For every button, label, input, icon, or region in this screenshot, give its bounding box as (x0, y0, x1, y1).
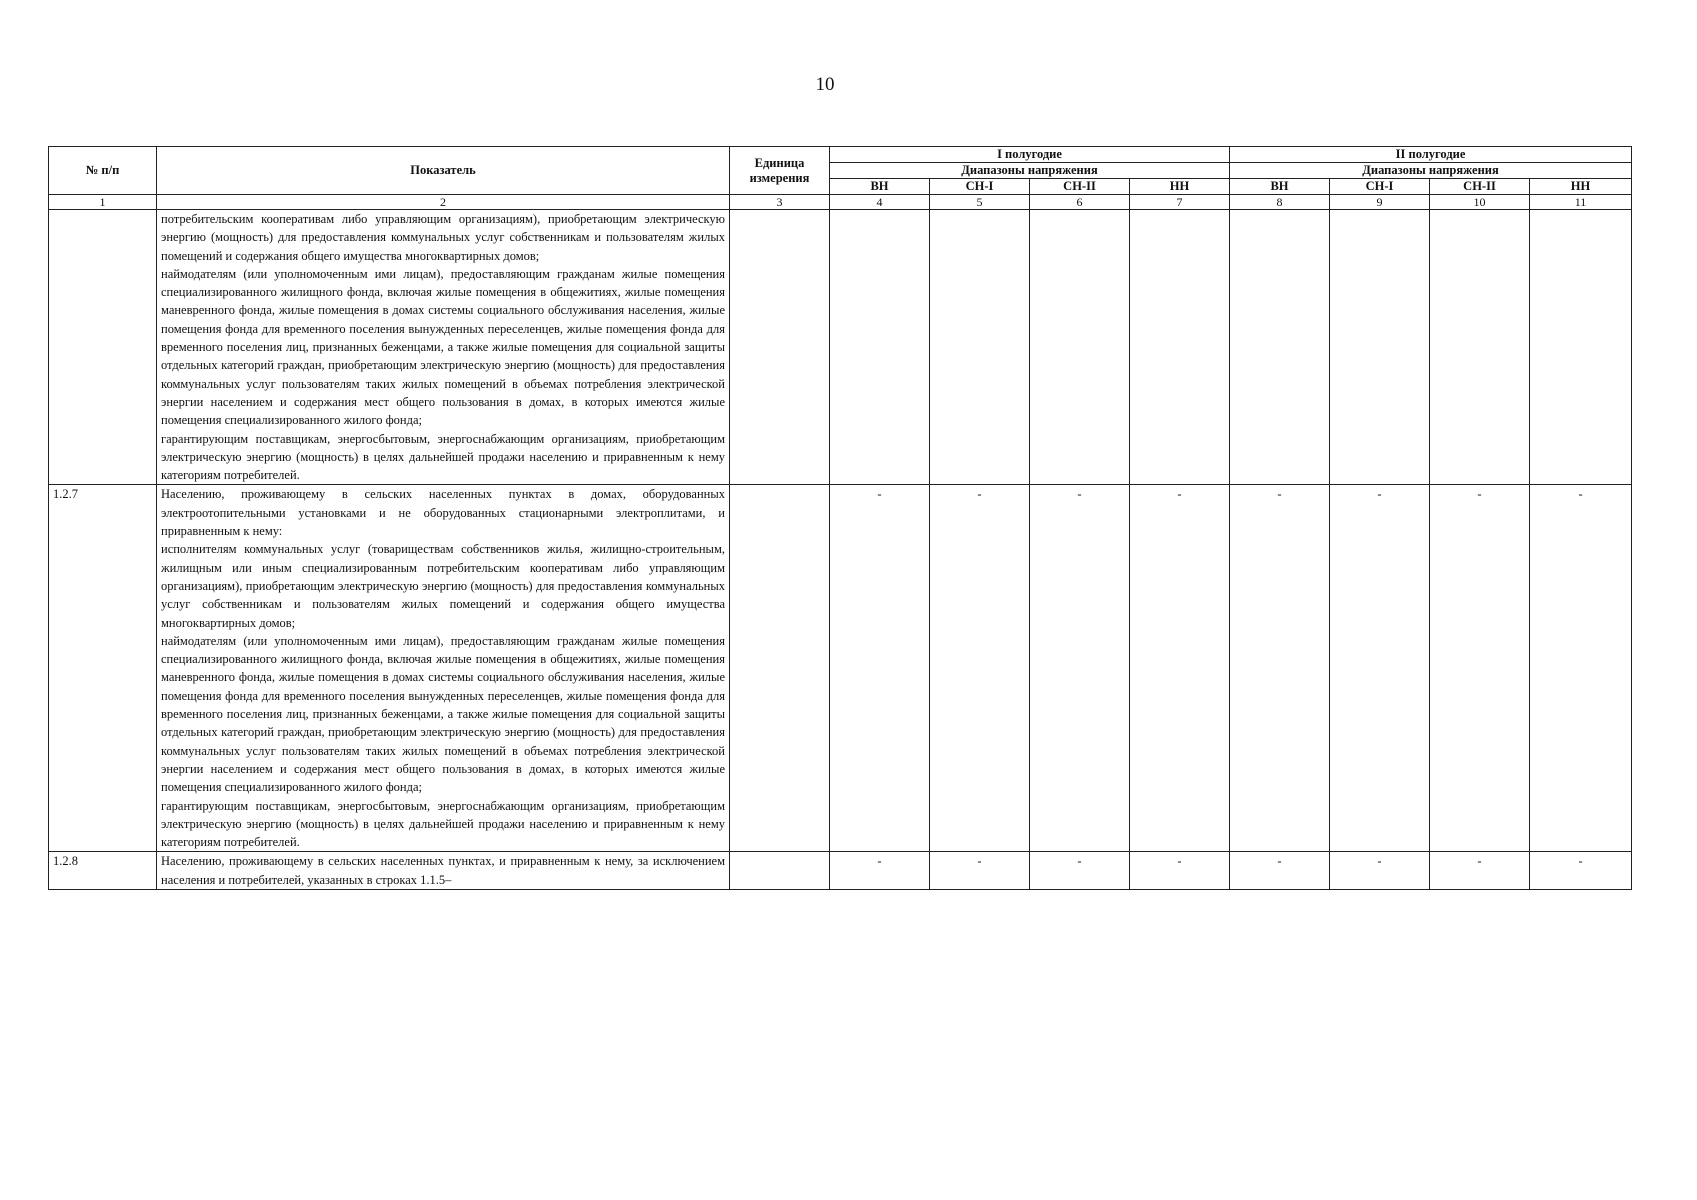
header-no: № п/п (49, 147, 157, 195)
header-voltage-ranges-2: Диапазоны напряжения (1230, 163, 1632, 179)
column-number: 11 (1530, 195, 1632, 210)
tariff-value-cell: - (1030, 852, 1130, 890)
header-voltage-nn-2: НН (1530, 179, 1632, 195)
table-header (49, 147, 1632, 210)
table-row (49, 852, 1632, 890)
row-number (49, 210, 157, 485)
tariff-value-cell (1030, 210, 1130, 485)
column-number: 8 (1230, 195, 1330, 210)
header-half1: I полугодие (830, 147, 1230, 163)
table-body (49, 210, 1632, 890)
row-unit (730, 852, 830, 890)
tariff-value-cell: - (930, 485, 1030, 852)
column-number: 2 (157, 195, 730, 210)
tariff-value-cell: - (1230, 852, 1330, 890)
column-number: 9 (1330, 195, 1430, 210)
header-voltage-sn1-2: СН-I (1330, 179, 1430, 195)
tariff-value-cell: - (830, 852, 930, 890)
row-unit (730, 485, 830, 852)
header-unit-line1: Единица (754, 155, 805, 170)
column-numbers-row (49, 195, 1632, 210)
column-number: 6 (1030, 195, 1130, 210)
tariff-value-cell (1130, 210, 1230, 485)
row-number: 1.2.8 (49, 852, 157, 890)
tariff-value-cell: - (1030, 485, 1130, 852)
table-row (49, 485, 1632, 852)
indicator-paragraph: потребительским кооперативам либо управляющим организациям), приобретающим электрическую энергию (мощность) для предоставления коммунальных услуг собственникам и пользователям жилых помещений и содержания общего имущества многоквартирных домов; (161, 212, 725, 263)
column-number: 7 (1130, 195, 1230, 210)
page-number: 10 (815, 74, 835, 95)
tariff-table (48, 146, 1632, 890)
header-voltage-sn1-1: СН-I (930, 179, 1030, 195)
header-voltage-ranges-1: Диапазоны напряжения (830, 163, 1230, 179)
tariff-value-cell (1330, 210, 1430, 485)
indicator-paragraph: Населению, проживающему в сельских населенных пунктах в домах, оборудованных электроотопительными установками и не оборудованных стационарными электроплитами, и приравненным к нему: (161, 487, 725, 539)
tariff-value-cell: - (1430, 852, 1530, 890)
tariff-value-cell: - (1430, 485, 1530, 852)
column-number: 10 (1430, 195, 1530, 210)
row-number: 1.2.7 (49, 485, 157, 852)
tariff-value-cell: - (1330, 485, 1430, 852)
indicator-paragraph: наймодателям (или уполномоченным ими лицам), предоставляющим гражданам жилые помещения специализированного жилищного фонда, включая жилые помещения в общежитиях, жилые помещения маневренного фонда, жилые помещения в домах системы социального обслуживания населения, жилые помещения фонда для временного поселения вынужденных переселенцев, жилые помещения фонда для временного поселения лиц, признанных беженцами, а также жилые помещения для социальной защиты отдельных категорий граждан, приобретающим электрическую энергию (мощность) для предоставления коммунальных услуг пользователям таких жилых помещений в объемах потребления электрической энергии населением и содержания мест общего пользования в домах, в которых имеются жилые помещения специализированного жилого фонда; (161, 266, 725, 428)
header-voltage-vn-2: ВН (1230, 179, 1330, 195)
tariff-value-cell: - (1330, 852, 1430, 890)
header-voltage-vn-1: ВН (830, 179, 930, 195)
row-indicator (157, 852, 730, 890)
tariff-value-cell: - (1130, 852, 1230, 890)
tariff-value-cell: - (1530, 485, 1632, 852)
row-unit (730, 210, 830, 485)
header-unit-line2: измерения (749, 170, 810, 185)
row-indicator (157, 485, 730, 852)
indicator-paragraph: наймодателям (или уполномоченным ими лицам), предоставляющим гражданам жилые помещения специализированного жилищного фонда, включая жилые помещения в общежитиях, жилые помещения маневренного фонда, жилые помещения в домах системы социального обслуживания населения, жилые помещения фонда для временного поселения вынужденных переселенцев, жилые помещения фонда для временного поселения лиц, признанных беженцами, а также жилые помещения для социальной защиты отдельных категорий граждан, приобретающим электрическую энергию (мощность) для предоставления коммунальных услуг пользователям таких жилых помещений в объемах потребления электрической энергии населением и содержания мест общего пользования в домах, в которых имеются жилые помещения специализированного жилого фонда; (161, 633, 725, 795)
indicator-paragraph: Населению, проживающему в сельских населенных пунктах, и приравненным к нему, за исключением населения и потребителей, указанных в строках 1.1.5– (161, 854, 725, 887)
tariff-value-cell: - (1130, 485, 1230, 852)
column-number: 4 (830, 195, 930, 210)
header-voltage-sn2-1: СН-II (1030, 179, 1130, 195)
tariff-value-cell (1430, 210, 1530, 485)
tariff-value-cell: - (1230, 485, 1330, 852)
tariff-value-cell (930, 210, 1030, 485)
tariff-value-cell (1230, 210, 1330, 485)
column-number: 1 (49, 195, 157, 210)
tariff-value-cell: - (830, 485, 930, 852)
tariff-value-cell: - (930, 852, 1030, 890)
indicator-paragraph: исполнителям коммунальных услуг (товариществам собственников жилья, жилищно-строительным, жилищным или иным специализированным потребительским кооперативам либо управляющим организациям), приобретающим электрическую энергию (мощность) для предоставления коммунальных услуг собственникам и пользователям жилых помещений и содержания общего имущества многоквартирных домов; (161, 542, 725, 630)
tariff-value-cell (1530, 210, 1632, 485)
tariff-value-cell: - (1530, 852, 1632, 890)
tariff-value-cell (830, 210, 930, 485)
row-indicator (157, 210, 730, 485)
header-half2: II полугодие (1230, 147, 1632, 163)
indicator-paragraph: гарантирующим поставщикам, энергосбытовым, энергоснабжающим организациям, приобретающим электрическую энергию (мощность) в целях дальнейшей продажи населению и приравненным к нему категориям потребителей. (161, 798, 725, 850)
column-number: 3 (730, 195, 830, 210)
table-row (49, 210, 1632, 485)
header-voltage-sn2-2: СН-II (1430, 179, 1530, 195)
header-indicator: Показатель (157, 147, 730, 195)
header-voltage-nn-1: НН (1130, 179, 1230, 195)
indicator-paragraph: гарантирующим поставщикам, энергосбытовым, энергоснабжающим организациям, приобретающим электрическую энергию (мощность) в целях дальнейшей продажи населению и приравненным к нему категориям потребителей. (161, 431, 725, 483)
column-number: 5 (930, 195, 1030, 210)
header-unit (730, 147, 830, 195)
